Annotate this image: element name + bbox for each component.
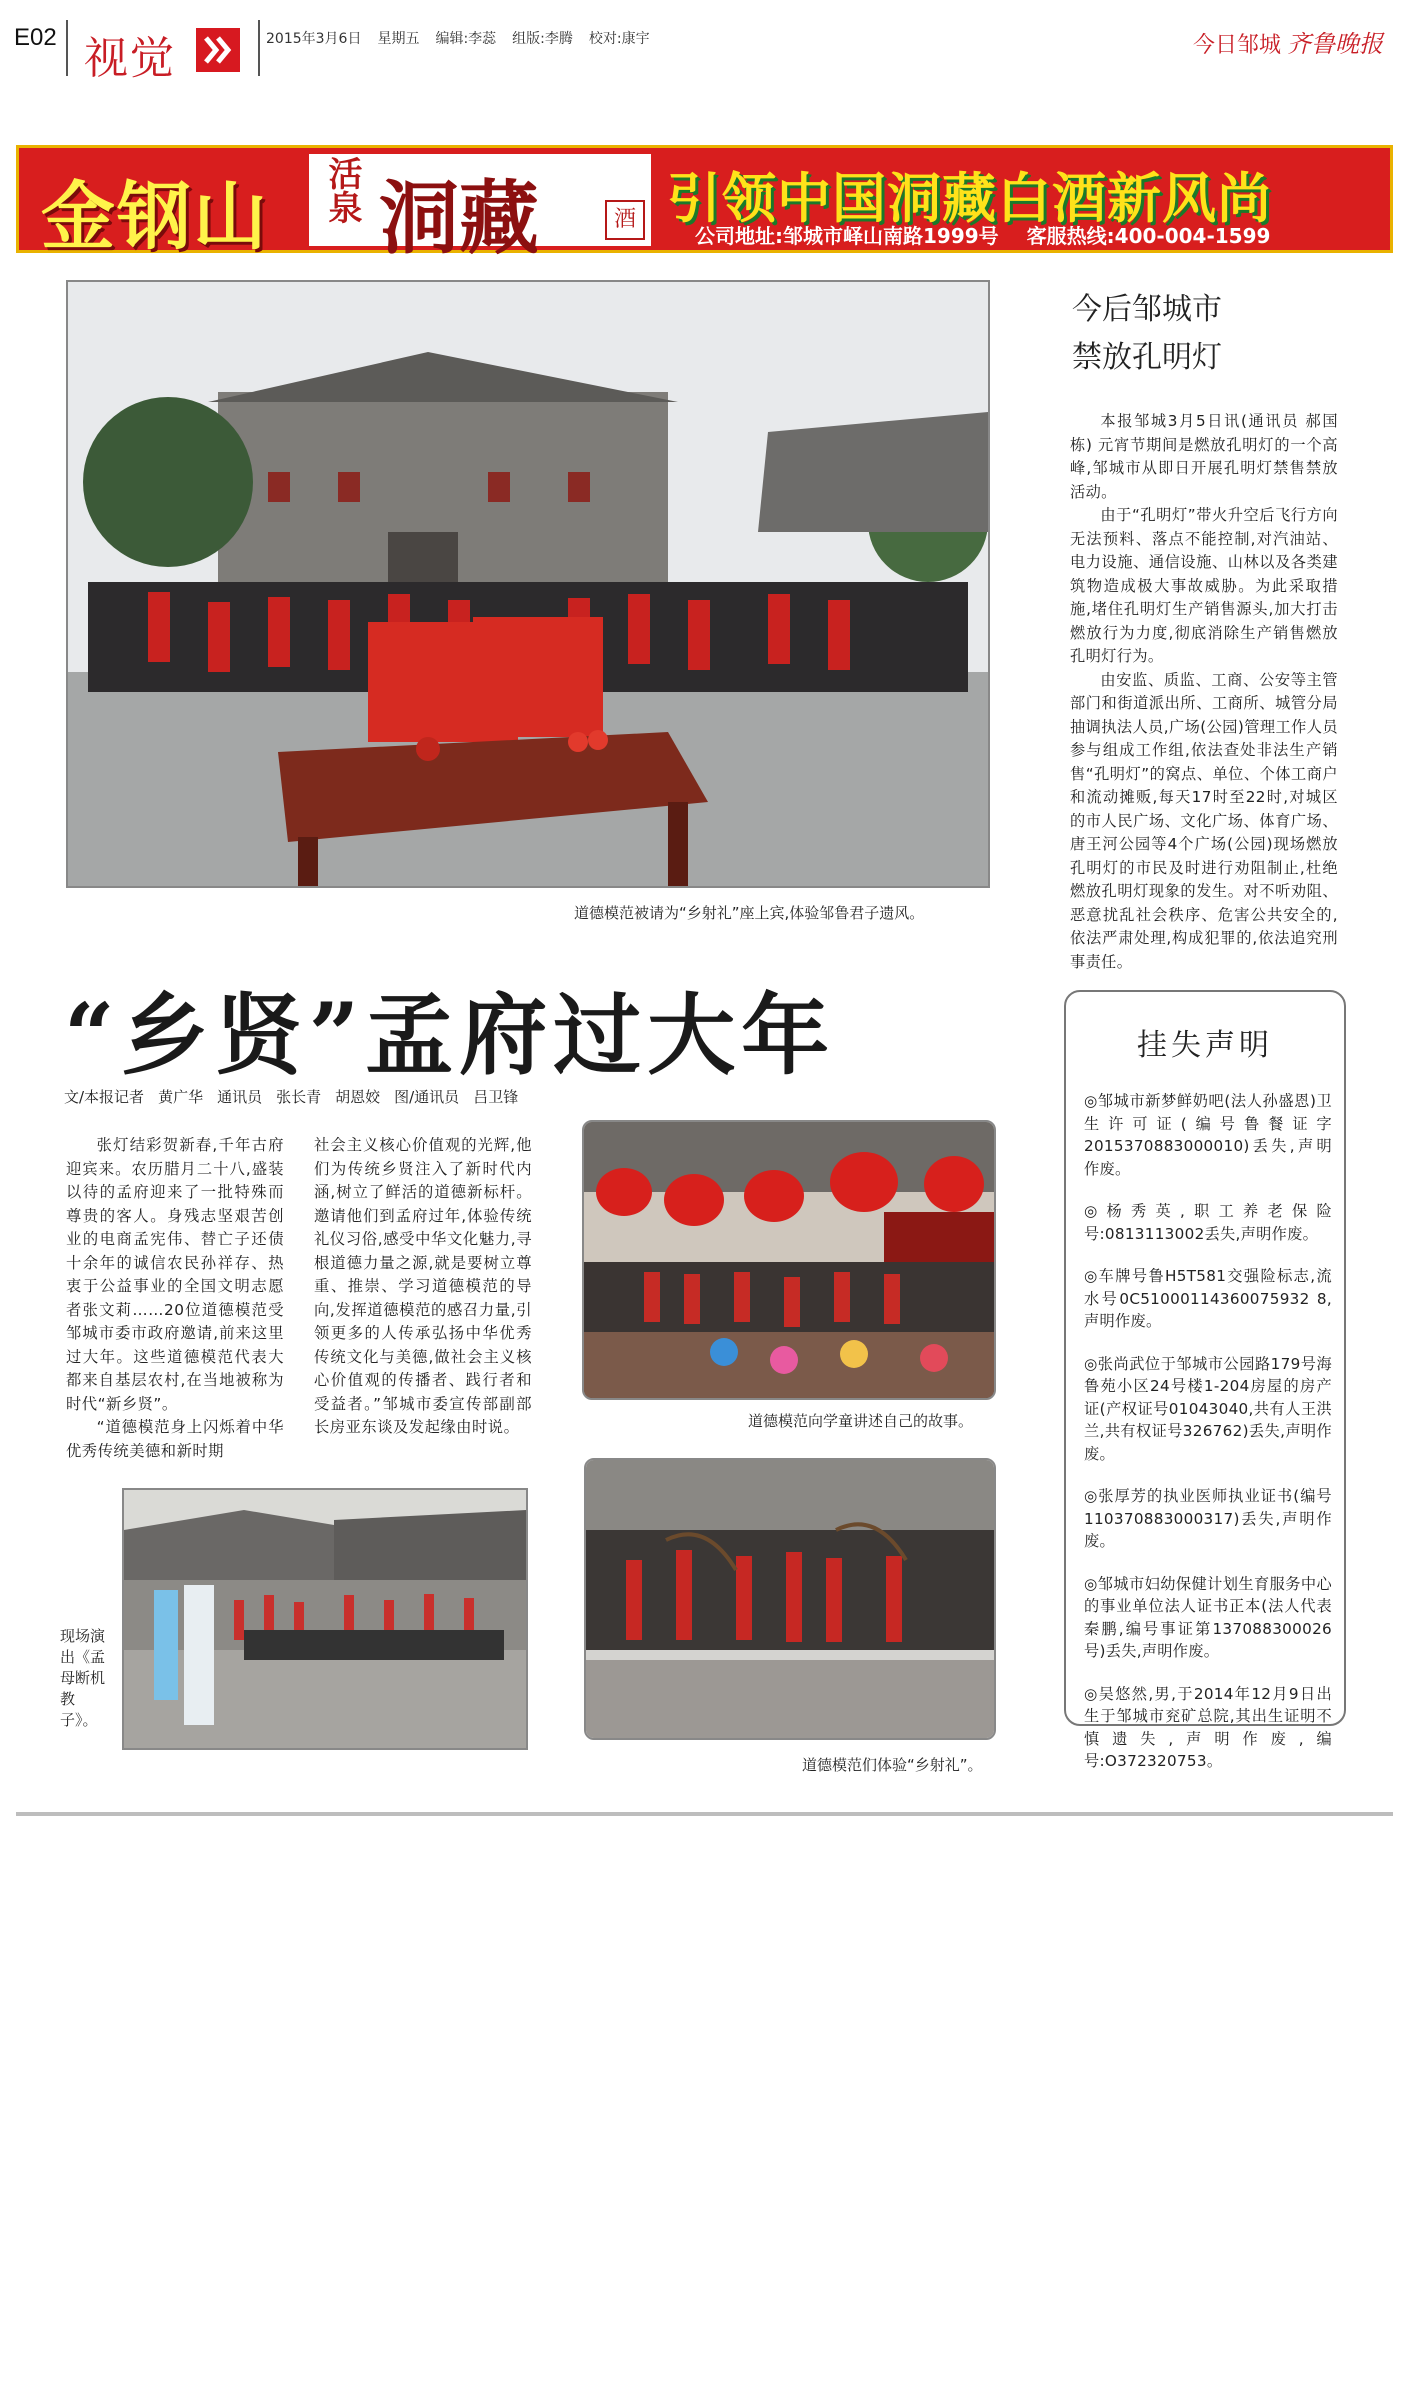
editor-credit: 编辑:李蕊 [435,31,497,47]
header-divider [258,20,260,76]
news-paragraph: 本报邹城3月5日讯(通讯员 郝国栋) 元宵节期间是燃放孔明灯的一个高峰,邹城市从即日开展孔明灯禁售禁放活动。 [1070,412,1338,501]
archery-photo-caption: 道德模范们体验“乡射礼”。 [802,1756,983,1774]
newspaper-brand [1193,24,1383,59]
main-photo [66,280,990,888]
notice-item: ◎张尚武位于邹城市公园路179号海鲁苑小区24号楼1-204房屋的房产证(产权证号01043040,共有人王洪兰,共有权证号326762)丢失,声明作废。 [1084,1354,1332,1463]
notice-item: ◎张厚芳的执业医师执业证书(编号110370883000317)丢失,声明作废。 [1084,1487,1332,1550]
news-title-line: 今后邹城市 [1072,292,1222,327]
story-photo [582,1120,996,1400]
performance-photo-caption: 现场演出《孟母断机教子》。 [60,1627,106,1729]
ad-subbrand: 活泉 [322,156,362,224]
section-title: 视觉 [84,33,176,84]
article-column-1 [66,1134,284,1463]
article-byline [64,1086,532,1107]
article-column-2 [314,1134,532,1440]
news-body [1070,410,1338,974]
byline-part: 黄广华 [158,1088,204,1106]
ad-address: 公司地址:邹城市峄山南路1999号 [695,224,999,248]
lost-notice-box [1064,990,1346,1770]
advertisement-banner [16,145,1393,265]
notice-item: ◎邹城市妇幼保健计划生育服务中心的事业单位法人证书正本(法人代表秦鹏,编号事证第137088300026号)丢失,声明作废。 [1084,1574,1332,1660]
ad-hotline: 客服热线:400-004-1599 [1026,224,1271,248]
byline-part: 吕卫锋 [473,1088,519,1106]
story-photo-caption: 道德模范向学童讲述自己的故事。 [748,1412,974,1430]
article-paragraph: 张灯结彩贺新春,千年古府迎宾来。农历腊月二十八,盛装以待的孟府迎来了一批特殊而尊贵的客人。身残志坚艰苦创业的电商孟宪伟、替亡子还债十余年的诚信农民孙祥存、热衷于公益事业的全国文明志愿者张文莉……20位道德模范受邹城市委市政府邀请,前来这里过大年。这些道德模范代表大都来自基层农村,在当地被称为时代“新乡贤”。 [66,1136,284,1413]
ad-brand-name: 金钢山 [41,174,269,260]
ad-product-panel [309,154,651,265]
archery-photo [584,1458,996,1740]
header-divider [66,20,68,76]
issue-meta [266,28,666,48]
byline-part: 图/通讯员 [394,1088,460,1106]
notice-item: ◎车牌号鲁H5T581交强险标志,流水号0C51000114360075932 8,声明作废。 [1084,1267,1332,1330]
ad-product-name: 洞藏 [379,171,539,265]
news-paragraph: 由于“孔明灯”带火升空后飞行方向无法预料、落点不能控制,对汽油站、电力设施、通信设施、山林以及各类建筑物造成极大事故威胁。为此采取措施,堵住孔明灯生产销售源头,加大打击燃放行为力度,彻底消除生产销售燃放孔明灯行为。 [1070,506,1338,665]
byline-part: 张长青 [276,1088,322,1106]
performance-photo [122,1488,528,1750]
article-paragraph: “道德模范身上闪烁着中华优秀传统美德和新时期 [66,1418,284,1460]
byline-part: 胡恩姣 [335,1088,381,1106]
issue-date: 2015年3月6日 [266,31,362,47]
bottom-rule [16,1812,1393,1816]
news-title [1072,286,1312,382]
notice-title: 挂失声明 [1137,1028,1273,1063]
ad-contact [695,220,1298,249]
ad-slogan: 引领中国洞藏白酒新风尚 [667,167,1272,230]
main-photo-caption: 道德模范被请为“乡射礼”座上宾,体验邹鲁君子遗风。 [574,904,925,922]
ad-seal: 酒 [605,200,645,240]
byline-part: 通讯员 [217,1088,263,1106]
notice-item: ◎吴悠然,男,于2014年12月9日出生于邹城市兖矿总院,其出生证明不慎遗失,声明作废,编号:O372320753。 [1084,1684,1332,1770]
notice-item: ◎邹城市新梦鲜奶吧(法人孙盛恩)卫生许可证(编号鲁餐证字2015370883000010)丢失,声明作废。 [1084,1092,1332,1178]
notice-item: ◎杨秀英,职工养老保险号:0813113002丢失,声明作废。 [1084,1202,1332,1243]
double-chevron-icon [196,28,240,72]
notice-list [1084,1090,1332,1793]
news-title-line: 禁放孔明灯 [1072,340,1222,375]
article-paragraph: 社会主义核心价值观的光辉,他们为传统乡贤注入了新时代内涵,树立了鲜活的道德新标杆。邀请他们到孟府过年,体验传统礼仪习俗,感受中华文化魅力,寻根道德力量之源,就是要树立尊重、推崇、学习道德模范的导向,发挥道德模范的感召力量,引领更多的人传承弘扬中华优秀传统文化与美德,做社会主义核心价值观的传播者、践行者和受益者。”邹城市委宣传部副部长房亚东谈及发起缘由时说。 [314,1136,532,1436]
page-number: E02 [14,24,57,51]
layout-credit: 组版:李腾 [512,31,573,47]
article-headline: “乡贤”孟府过大年 [64,983,836,1087]
issue-weekday: 星期五 [377,31,420,47]
news-paragraph: 由安监、质监、工商、公安等主管部门和街道派出所、工商所、城管分局抽调执法人员,广场(公园)管理工作人员参与组成工作组,依法查处非法生产销售“孔明灯”的窝点、单位、个体工商户和流动摊贩,每天17时至22时,对城区的市人民广场、文化广场、体育广场、唐王河公园等4个广场(公园)现场燃放孔明灯的市民及时进行劝阻制止,杜绝燃放孔明灯现象的发生。对不听劝阻、恶意扰乱社会秩序、危害公共安全的,依法严肃处理,构成犯罪的,依法追究刑事责任。 [1070,670,1338,971]
brand-supplement: 今日邹城 [1192,33,1281,58]
proof-credit: 校对:康宇 [588,31,650,47]
brand-masthead: 齐鲁晚报 [1287,30,1383,58]
byline-part: 文/本报记者 [64,1088,145,1106]
